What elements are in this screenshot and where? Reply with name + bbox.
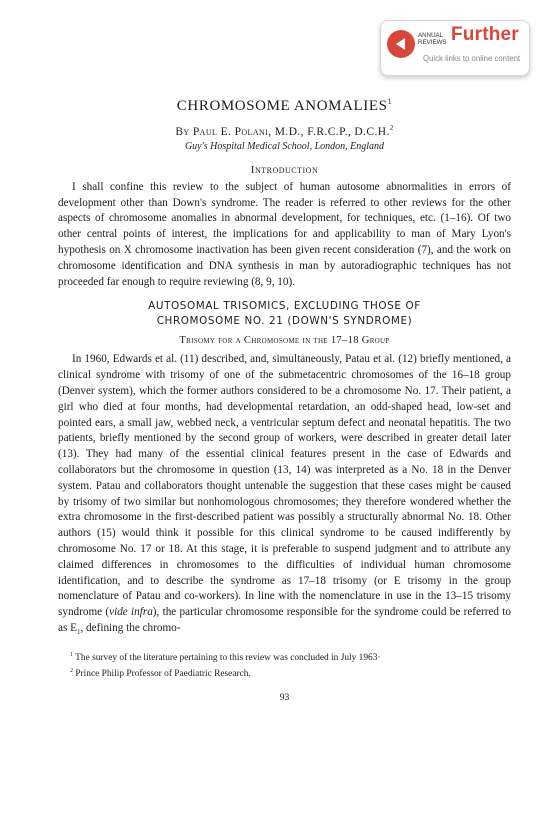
article-title: CHROMOSOME ANOMALIES$^1$ (176, 97, 393, 114)
article-page (58, 93, 511, 703)
intro-paragraph: I shall confine this review to the subject of human autosome abnormalities in errors of development other than Down's syndrome. The reader is referred to other reviews for the other aspects of chromosome anomalies in abnormal development, for techniques, etc. (1–16). Of two other central points of interest, the implications for and applicability to man of Mary Lyon's hypothesis on X chromosome inactivation has been given recent consideration (7), and the work on chromosome identification and DNA synthesis in man by autoradiographic techniques has not proceeded far enough to require reviewing (8, 9, 10). (58, 180, 511, 288)
footnotes (58, 649, 511, 681)
author-footnote-ref: 2 (389, 124, 394, 132)
further-banner[interactable] (380, 20, 530, 76)
further-brand: Further (451, 24, 519, 45)
annual-reviews-logo: ANNUAL REVIEWS (418, 32, 447, 46)
affiliation: Guy's Hospital Medical School, London, England (184, 140, 385, 152)
footnote-2: $^2$ Prince Philip Professor of Paediatric Research. (70, 668, 251, 680)
section-heading: AUTOSOMAL TRISOMICS, EXCLUDING THOSE OF CHROMOSOME NO. 21 (DOWN'S SYNDROME) (148, 300, 421, 328)
play-arrow-icon[interactable] (387, 30, 415, 58)
trisomy-paragraph: In 1960, Edwards et al. (11) described, and, simultaneously, Patau et al. (12) briefly mentioned, a clinical syndrome with trisomy of one of the submetacentric chromosomes of the 16–18 group (Denver system), which the former authors considered to be a chromosome No. 17. Their patient, a girl who died at four months, had developmental retardation, an odd-shaped head, low-set and pointed ears, a small jaw, webbed neck, a ventricular septum defect and neonatal hepatitis. The two patients, briefly mentioned by the second group of workers, were described in greater detail later (13). They had many of the essential clinical features present in the case of Edwards and collaborators but the chromosome in question (13, 14) was interpreted as a No. 18 in the Denver system. Patau and collaborators thought untenable the suggestion that these cases might be caused by trisomy of two similar but nonhomologous chromosomes; they therefore wondered whether the extra chromosome in the first-described patient was possibly a structurally abnormal No. 18. Other authors (15) would think it possible for this clinical syndrome to be caused indifferently by chromosome No. 17 or 18. At this stage, it is preferable to suspend judgment and to attribute any claimed differences in chromosomes to the difficulties of individual human chromosome identification, and to describe the syndrome as 17–18 trisomy (or E trisomy in the group nomenclature of Patau and co-workers). In line with the nomenclature in use in the 13–15 trisomy syndrome (vide infra), the particular chromosome responsible for the syndrome could be referred to as $E_1$, defining the chromo- (58, 353, 511, 637)
subsection-heading: Trisomy for a Chromosome in the 17–18 Group (179, 335, 390, 347)
page-number: 93 (279, 692, 290, 704)
author-name: Paul E. Polani, M.D., F.R.C.P., D.C.H. (192, 125, 390, 138)
introduction-heading: Introduction (250, 163, 319, 176)
title-footnote-ref: 1 (387, 97, 393, 106)
footnote-1: $^1$ The survey of the literature pertaining to this review was concluded in July 1963· (70, 651, 381, 664)
author-line: By Paul E. Polani, M.D., F.R.C.P., D.C.H.$^2$ (175, 124, 394, 138)
quick-links-link[interactable]: Quick links to online content (423, 54, 521, 63)
